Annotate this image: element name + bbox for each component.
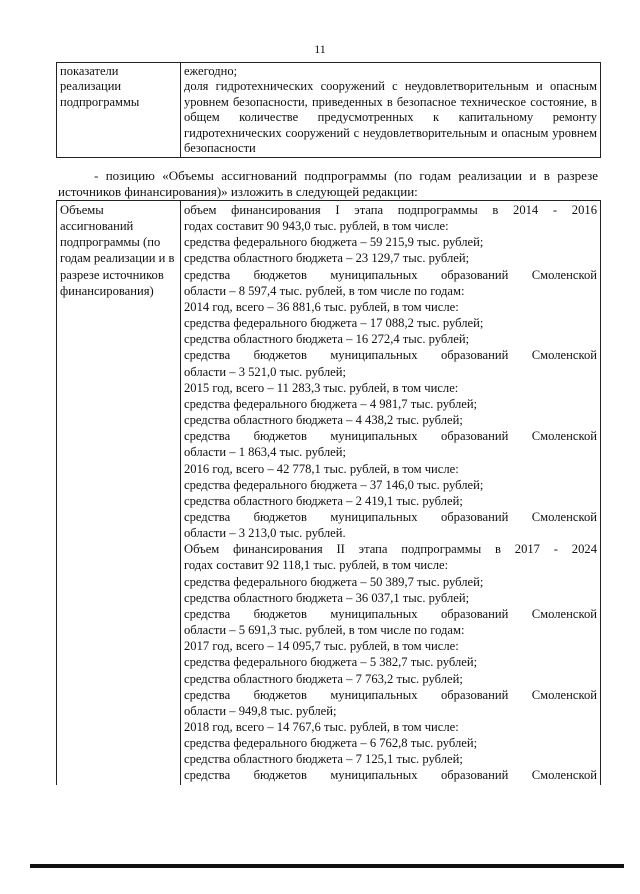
funding-line: средства бюджетов муниципальных образований Смоленской [184, 267, 597, 282]
funding-line: средства федерального бюджета – 17 088,2 тыс. рублей; [184, 316, 484, 331]
funding-line: средства федерального бюджета – 5 382,7 тыс. рублей; [184, 655, 478, 670]
funding-line: средства областного бюджета – 7 763,2 тыс. рублей; [184, 671, 463, 686]
funding-line: 2017 год, всего – 14 095,7 тыс. рублей, в том числе: [184, 639, 459, 654]
funding-line: средства областного бюджета – 7 125,1 тыс. рублей; [184, 752, 463, 767]
table-row [57, 201, 601, 785]
funding-line: средства бюджетов муниципальных образований Смоленской [184, 687, 597, 702]
indicator-text-line: ежегодно; [184, 64, 238, 78]
funding-line: средства бюджетов муниципальных образований Смоленской [184, 509, 597, 524]
funding-label-cell: Объемы ассигнований подпрограммы (по годам реализации и в разрезе источников финансирования) [57, 201, 181, 785]
amendment-instruction: - позицию «Объемы ассигнований подпрограммы (по годам реализации и в разрезе источников финансирования)» изложить в следующей редакции: [58, 168, 598, 199]
funding-line: области – 5 691,3 тыс. рублей, в том числе по годам: [184, 623, 465, 638]
funding-line: средства федерального бюджета – 37 146,0 тыс. рублей; [184, 477, 484, 492]
funding-line: 2016 год, всего – 42 778,1 тыс. рублей, в том числе: [184, 461, 459, 476]
indicator-text-cell [181, 63, 601, 158]
funding-line: средства областного бюджета – 16 272,4 тыс. рублей; [184, 332, 470, 347]
funding-line: объем финансирования I этапа подпрограммы в 2014 - 2016 [184, 203, 597, 217]
funding-line: средства областного бюджета – 4 438,2 тыс. рублей; [184, 413, 463, 428]
funding-line: 2018 год, всего – 14 767,6 тыс. рублей, в том числе: [184, 720, 459, 734]
funding-line: 2014 год, всего – 36 881,6 тыс. рублей, в том числе: [184, 299, 459, 314]
funding-line: области – 1 863,4 тыс. рублей; [184, 445, 346, 460]
funding-line: средства бюджетов муниципальных образований Смоленской [184, 348, 597, 363]
funding-line: средства федерального бюджета – 59 215,9 тыс. рублей; [184, 235, 484, 250]
funding-line: годах составит 92 118,1 тыс. рублей, в том числе: [184, 558, 449, 573]
funding-line: средства федерального бюджета – 6 762,8 тыс. рублей; [184, 736, 478, 751]
funding-line: средства федерального бюджета – 4 981,7 тыс. рублей; [184, 396, 478, 411]
page-number: 11 [314, 42, 326, 56]
funding-line: 2015 год, всего – 11 283,3 тыс. рублей, в том числе: [184, 380, 459, 395]
funding-line: области – 8 597,4 тыс. рублей, в том числе по годам: [184, 283, 465, 298]
funding-line: годах составит 90 943,0 тыс. рублей, в том числе: [184, 219, 449, 234]
table-row [57, 63, 601, 158]
indicator-label-cell: показатели реализации подпрограммы [57, 63, 181, 158]
funding-line: средства областного бюджета – 2 419,1 тыс. рублей; [184, 493, 463, 508]
funding-volumes-table [56, 200, 601, 785]
page-bottom-rule [30, 864, 624, 868]
funding-text-cell [181, 201, 601, 785]
funding-line: средства областного бюджета – 23 129,7 тыс. рублей; [184, 251, 470, 266]
funding-line: средства бюджетов муниципальных образований Смоленской [184, 768, 597, 783]
funding-line: Объем финансирования II этапа подпрограммы в 2017 - 2024 [184, 542, 597, 557]
funding-line: средства областного бюджета – 36 037,1 тыс. рублей; [184, 590, 470, 605]
funding-line: области – 949,8 тыс. рублей; [184, 703, 337, 718]
subprogram-indicators-table [56, 62, 601, 158]
funding-line: средства бюджетов муниципальных образований Смоленской [184, 606, 597, 621]
indicator-text-body: доля гидротехнических сооружений с неудовлетворительным и опасным уровнем безопасности, приведенных в безопасное техническое состояние, в общем количестве предусмотренных к капитальному ремонту гидротехнических сооружений с неудовлетворительным и опасным уровнем безопасности [184, 79, 597, 156]
funding-line: области – 3 521,0 тыс. рублей; [184, 364, 346, 379]
funding-line: средства федерального бюджета – 50 389,7 тыс. рублей; [184, 574, 484, 589]
funding-line: области – 3 213,0 тыс. рублей. [184, 526, 346, 541]
funding-line: средства бюджетов муниципальных образований Смоленской [184, 429, 597, 444]
